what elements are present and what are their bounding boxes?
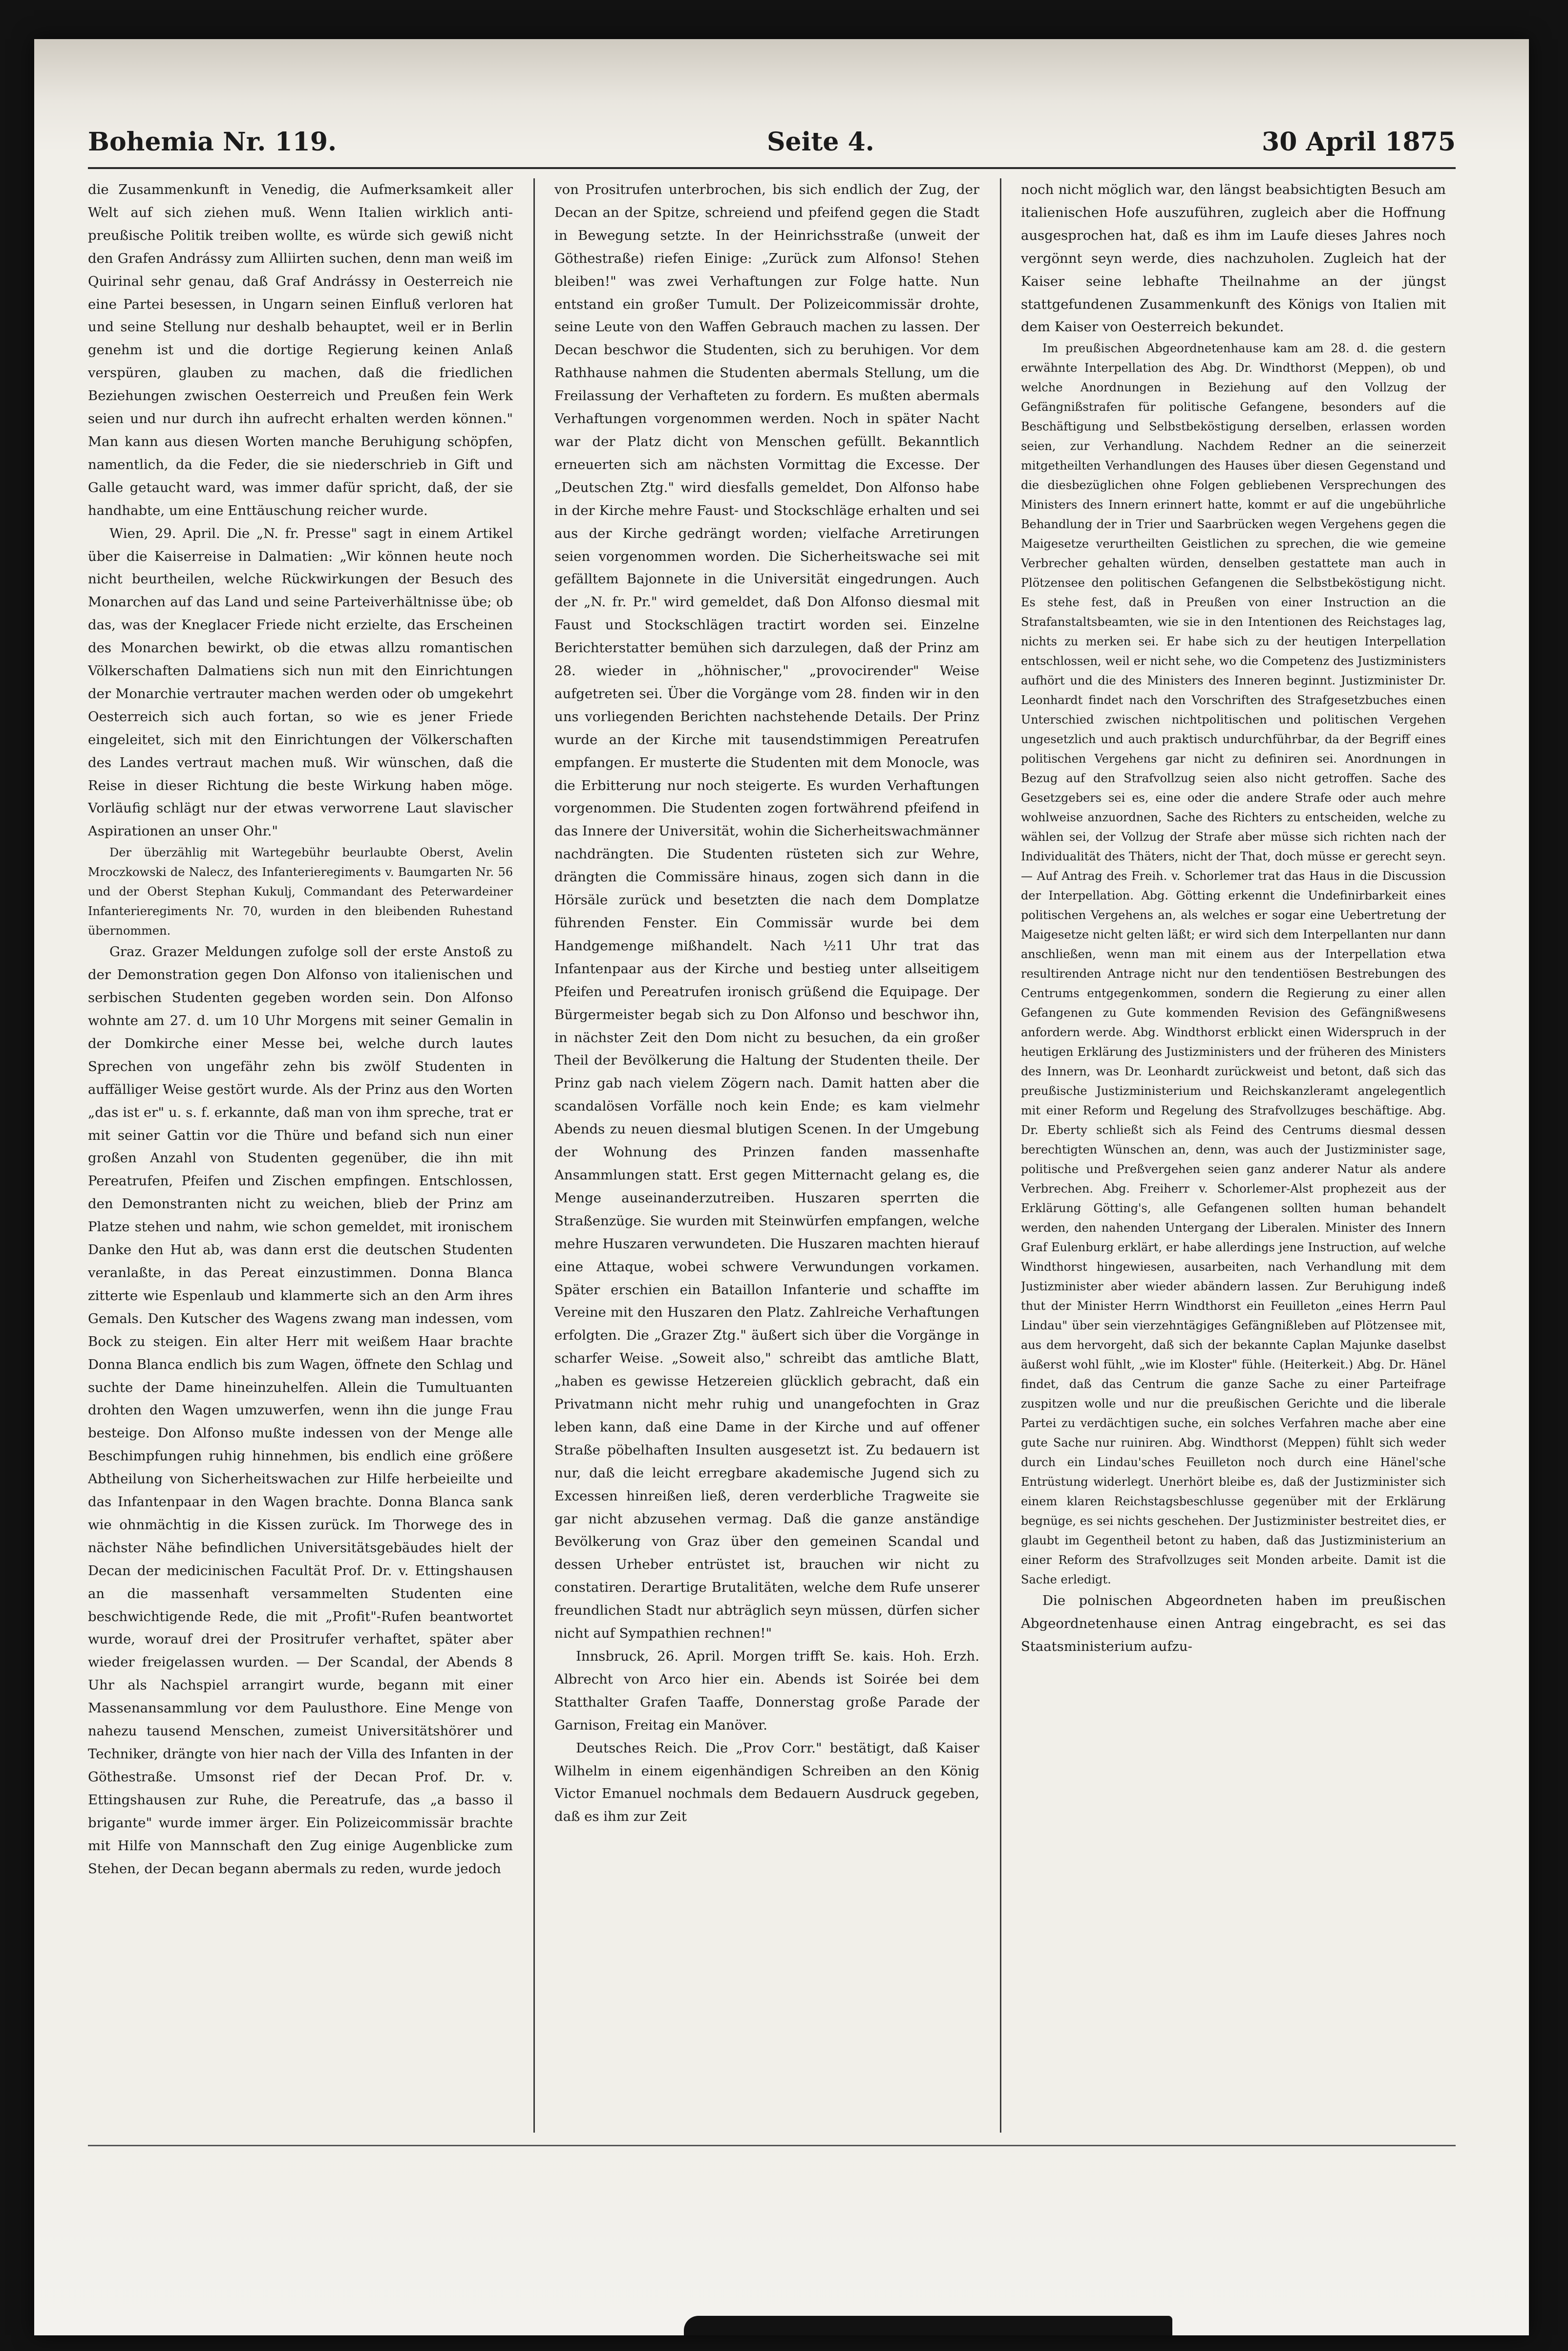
article-text-graz-cont: von Prositrufen unterbrochen, bis sich endlich der Zug, der Decan an der Spitze, schreiend und pfeifend gegen die Stadt in Bewegung setzte. In der Heinrichsstraße (unweit der Göthestraße) riefen Einige: „Zurück zum Alfonso! Stehen bleiben!" was zwei Verhaftungen zur Folge hatte. Nun entstand ein großer Tumult. Der Polizeicommissär drohte, seine Leute von den Waffen Gebrauch machen zu lassen. Der Decan beschwor die Studenten, sich zu beruhigen. Vor dem Rathhause nahmen die Studenten abermals Stellung, um die Freilassung der Verhafteten zu fordern. Es mußten abermals Verhaftungen vorgenommen werden. Noch in später Nacht war der Platz dicht von Menschen gefüllt. Bekanntlich erneuerten sich am nächsten Vormittag die Excesse. Der „Deutschen Ztg." wird diesfalls gemeldet, Don Alfonso habe in der Kirche mehre Faust- und Stockschläge erhalten und sei aus der Kirche gedrängt worden; vielfache Arretirungen seien vorgenommen worden. Die Sicherheitswache sei mit gefälltem Bajonnete in die Universität eingedrungen. Auch der „N. fr. Pr." wird gemeldet, daß Don Alfonso diesmal mit Faust und Stockschlägen tractirt worden sei. Einzelne Berichterstatter bemühen sich darzulegen, daß der Prinz am 28. wieder in „höhnischer," „provocirender" Weise aufgetreten sei. Über die Vorgänge vom 28. finden wir in den uns vorliegenden Berichten nachstehende Details. Der Prinz wurde an der Kirche mit tausendstimmigen Pereatrufen empfangen. Er musterte die Studenten mit dem Monocle, was die Erbitterung nur noch steigerte. Es wurden Verhaftungen vorgenommen. Die Studenten zogen fortwährend pfeifend in das Innere der Universität, wohin die Sicherheitswachmänner nachdrängten. Die Studenten rüsteten sich zur Wehre, drängten die Commissäre hinaus, zogen sich dann in die Hörsäle zurück und besetzten die nach dem Domplatze führenden Fenster. Ein Commissär wurde bei dem Handgemenge mißhandelt. Nach ½11 Uhr trat das Infantenpaar aus der Kirche und bestieg unter allseitigem Pfeifen und Pereatrufen ironisch grüßend die Equipage. Der Bürgermeister begab sich zu Don Alfonso und beschwor ihn, in nächster Zeit den Dom nicht zu besuchen, da ein großer Theil der Bevölkerung die Haltung der Studenten theile. Der Prinz gab nach vielem Zögern nach. Damit hatten aber die scandalösen Vorfälle noch kein Ende; es kam vielmehr Abends zu neuen diesmal blutigen Scenen. In der Umgebung der Wohnung des Prinzen fanden massenhafte Ansammlungen statt. Erst gegen Mitternacht gelang es, die Menge auseinanderzutreiben. Huszaren sperrten die Straßenzüge. Sie wurden mit Steinwürfen empfangen, welche mehre Huszaren verwundeten. Die Huszaren machten hierauf eine Attaque, wobei schwere Verwundungen vorkamen. Später erschien ein Bataillon Infanterie und schaffte im Vereine mit den Huszaren den Platz. Zahlreiche Verhaftungen erfolgten. Die „Grazer Ztg." äußert sich über die Vorgänge in scharfer Weise. „Soweit also," schreibt das amtliche Blatt, „haben es gewisse Hetzereien glücklich gebracht, daß ein Privatmann nicht mehr ruhig und unangefochten in Graz leben kann, daß eine Dame in der Kirche und auf offener Straße pöbelhaften Insulten ausgesetzt ist. Zu bedauern ist nur, daß die leicht erregbare akademische Jugend sich zu Excessen hinreißen ließ, deren verderbliche Tragweite sie gar nicht abzusehen vermag. Daß die ganze anständige Bevölkerung von Graz über den gemeinen Scandal und dessen Urheber entrüstet ist, brauchen wir nicht zu constatiren. Derartige Brutalitäten, welche dem Rufe unserer freundlichen Stadt nur abträglich seyn müssen, dürfen sicher nicht auf Sympathien rechnen!": [554, 182, 979, 1642]
blank-lower-margin: [34, 2130, 1529, 2335]
article-text-polish-deputies: Die polnischen Abgeordneten haben im preußischen Abgeordnetenhause einen Antrag eingebracht, es sei das Staatsministerium aufzu-: [1021, 1593, 1446, 1655]
column-divider: [533, 178, 535, 2133]
article-text-reich-cont: noch nicht möglich war, den längst beabsichtigten Besuch am italienischen Hofe auszuführen, zugleich aber die Hoffnung ausgesprochen hat, daß es ihm im Laufe dieses Jahres noch vergönnt seyn werde, dies nachzuholen. Zugleich hat der Kaiser seine lebhafte Theilnahme an der jüngst stattgefundenen Zusammenkunft des Königs von Italien mit dem Kaiser von Oesterreich bekundet.: [1021, 182, 1446, 335]
article-text-deutsches-reich: Deutsches Reich. Die „Prov Corr." bestätigt, daß Kaiser Wilhelm in einem eigenhändigen Schreiben an den König Victor Emanuel nochmals dem Bedauern Ausdruck gegeben, daß es ihm zur Zeit: [554, 1740, 979, 1825]
bottom-rule: [88, 2145, 1456, 2146]
article-text-abgeordnetenhaus: Im preußischen Abgeordnetenhause kam am 28. d. die gestern erwähnte Interpellation des Abg. Dr. Windthorst (Meppen), ob und welche Anordnungen in Beziehung auf den Vollzug der Gefängnißstrafen für politische Gefangene, besonders auf die Beschäftigung und Selbstbeköstigung derselben, erlassen worden seien, zur Verhandlung. Nachdem Redner an die seinerzeit mitgetheilten Verhandlungen des Hauses über diesen Gegenstand und die diesbezüglichen ohne Folgen gebliebenen Versprechungen des Ministers des Innern erinnert hatte, kommt er auf die ungebührliche Behandlung der in Trier und Saarbrücken wegen Vergehens gegen die Maigesetze verurtheilten Geistlichen zu sprechen, die wie gemeine Verbrecher gehalten würden, denselben gestattete man auch in Plötzensee den politischen Gefangenen die Selbstbeköstigung nicht. Es stehe fest, daß in Preußen von einer Instruction an die Strafanstaltsbeamten, wie sie in den Intentionen des Reichstages lag, nichts zu merken sei. Er habe sich zu der heutigen Interpellation entschlossen, weil er nicht sehe, wo die Competenz des Justizministers aufhört und die des Ministers des Inneren beginnt. Justizminister Dr. Leonhardt findet nach den Vorschriften des Strafgesetzbuches einen Unterschied zwischen nichtpolitischen und politischen Vergehen ungesetzlich und auch praktisch undurchführbar, da der Begriff eines politischen Vergehens gar nicht zu definiren sei. Anordnungen in Bezug auf den Strafvollzug seien also nicht getroffen. Sache des Gesetzgebers sei es, eine oder die andere Strafe oder auch mehre wohlweise anzuordnen, Sache des Richters zu entscheiden, welche zu wählen sei, der Vollzug der Strafe aber müsse sich richten nach der Individualität des Thäters, nicht der That, doch müsse er gerecht seyn. — Auf Antrag des Freih. v. Schorlemer trat das Haus in die Discussion der Interpellation. Abg. Götting erkennt die Undefinirbarkeit eines politischen Vergehens an, als welches er sogar eine Uebertretung der Maigesetze nicht gelten läßt; er wird sich dem Interpellanten nur dann anschließen, wenn man mit einem aus der Interpellation etwa resultirenden Antrage nicht nur den tendentiösen Bestrebungen des Centrums entgegenkommen, sondern die Regierung zu einer allen Gefangenen zu Gute kommenden Revision des Gefängnißwesens anfordern werde. Abg. Windthorst erblickt einen Widerspruch in der heutigen Erklärung des Justizministers und der früheren des Ministers des Innern, was Dr. Leonhardt zurückweist und betont, daß sich das preußische Justizministerium und Reichskanzleramt angelegentlich mit einer Reform und Regelung des Strafvollzuges beschäftige. Abg. Dr. Eberty schließt sich als Feind des Centrums diesmal dessen berechtigten Wünschen an, denn, was auch der Justizminister sage, politische und Preßvergehen seien ganz anderer Natur als andere Verbrechen. Abg. Freiherr v. Schorlemer-Alst prophezeit aus der Erklärung Götting's, alle Gefangenen sollten human behandelt werden, den nahenden Untergang der Liberalen. Minister des Innern Graf Eulenburg erklärt, er habe allerdings jene Instruction, auf welche Windthorst hingewiesen, ausarbeiten, nach Verhandlung mit dem Justizminister aber wieder abändern lassen. Zur Beruhigung indeß thut der Minister Herrn Windthorst ein Feuilleton „eines Herrn Paul Lindau" über sein vierzehntägiges Gefängnißleben auf Plötzensee mit, aus dem hervorgeht, daß sich der bekannte Caplan Majunke daselbst äußerst wohl fühlt, „wie im Kloster" fühle. (Heiterkeit.) Abg. Dr. Hänel findet, daß das Centrum die ganze Sache zu einer Parteifrage zuspitzen wolle und nur die preußischen Gerichte und die liberale Partei zu verdächtigen suche, ein solches Verfahren mache aber eine gute Sache nur ruiniren. Abg. Windthorst (Meppen) fühlt sich weder durch ein Lindau'sches Feuilleton noch durch eine Hänel'sche Entrüstung widerlegt. Unerhört bleibe es, daß der Justizminister sich einem klaren Reichstagsbeschlusse gegenüber mit der Erklärung begnüge, es sei nichts geschehen. Der Justizminister bestreitet dies, er glaubt im Gegentheil betont zu haben, daß das Justizministerium an einer Reform des Strafvollzuges seit Monden arbeite. Damit ist die Sache erledigt.: [1021, 342, 1446, 1587]
notice-retirement: Der überzählig mit Wartegebühr beurlaubte Oberst, Avelin Mroczkowski de Nalecz, des Infanterieregiments v. Baumgarten Nr. 56 und der Oberst Stephan Kukulj, Commandant des Peterwardeiner Infanterieregiments Nr. 70, wurden in den bleibenden Ruhestand übernommen.: [88, 846, 513, 938]
article-text-innsbruck: Innsbruck, 26. April. Morgen trifft Se. kais. Hoh. Erzh. Albrecht von Arco hier ein. Abends ist Soirée bei dem Statthalter Grafen Taaffe, Donnerstag große Parade der Garnison, Freitag ein Manöver.: [554, 1648, 979, 1733]
header-rule: [88, 167, 1456, 169]
article-text-graz: Graz. Grazer Meldungen zufolge soll der erste Anstoß zu der Demonstration gegen Don Alfonso von italienischen und serbischen Studenten gegeben worden sein. Don Alfonso wohnte am 27. d. um 10 Uhr Morgens mit seiner Gemalin in der Domkirche einer Messe bei, welche durch lautes Sprechen von ungefähr zehn bis zwölf Studenten in auffälliger Weise gestört wurde. Als der Prinz aus den Worten „das ist er" u. s. f. erkannte, daß man von ihm spreche, trat er mit seiner Gattin vor die Thüre und befand sich nun einer großen Anzahl von Studenten gegenüber, die ihn mit Pereatrufen, Pfeifen und Zischen empfingen. Entschlossen, den Demonstranten nicht zu weichen, blieb der Prinz am Platze stehen und nahm, wie schon gemeldet, mit ironischem Danke den Hut ab, was dann erst die deutschen Studenten veranlaßte, in das Pereat einzustimmen. Donna Blanca zitterte wie Espenlaub und klammerte sich an den Arm ihres Gemals. Den Kutscher des Wagens zwang man indessen, vom Bock zu steigen. Ein alter Herr mit weißem Haar brachte Donna Blanca endlich bis zum Wagen, öffnete den Schlag und suchte der Dame hineinzuhelfen. Allein die Tumultuanten drohten den Wagen umzuwerfen, wenn ihn die junge Frau besteige. Don Alfonso mußte indessen von der Menge alle Beschimpfungen ruhig hinnehmen, bis endlich eine größere Abtheilung von Sicherheitswachen zur Hilfe herbeieilte und das Infantenpaar in den Wagen brachte. Donna Blanca sank wie ohnmächtig in die Kissen zurück. Im Thorwege des in nächster Nähe befindlichen Universitätsgebäudes hielt der Decan der medicinischen Facultät Prof. Dr. v. Ettingshausen an die massenhaft versammelten Studenten eine beschwichtigende Rede, die mit „Profit"-Rufen beantwortet wurde, worauf drei der Prositrufer verhaftet, später aber wieder freigelassen wurden. — Der Scandal, der Abends 8 Uhr als Nachspiel arrangirt wurde, begann mit einer Massenansammlung vor dem Paulusthore. Eine Menge von nahezu tausend Menschen, zumeist Universitätshörer und Techniker, drängte von hier nach der Villa des Infanten in der Göthestraße. Umsonst rief der Decan Prof. Dr. v. Ettingshausen zur Ruhe, die Pereatrufe, das „a basso il brigante" wurde immer ärger. Ein Polizeicommissär brachte mit Hilfe von Mannschaft den Zug einige Augenblicke zum Stehen, der Decan begann abermals zu reden, wurde jedoch: [88, 944, 513, 1877]
issue-date: 30 April 1875: [1262, 127, 1456, 157]
article-text-venice: die Zusammenkunft in Venedig, die Aufmerksamkeit aller Welt auf sich ziehen muß. Wenn Italien wirklich anti-preußische Politik treiben wollte, es würde sich gewiß nicht den Grafen Andrássy zum Alliirten suchen, denn man weiß im Quirinal sehr genau, daß Graf Andrássy in Oesterreich nie eine Partei besessen, in Ungarn seinen Einfluß verloren hat und seine Stellung nur deshalb behauptet, weil er in Berlin genehm ist und die dortige Regierung keinen Anlaß verspüren, glauben zu machen, daß die friedlichen Beziehungen zwischen Oesterreich und Preußen fein Werk seien und nur durch ihn aufrecht erhalten werden können." Man kann aus diesen Worten manche Beruhigung schöpfen, namentlich, da die Feder, die sie niederschrieb in Gift und Galle getaucht ward, was immer dafür spricht, daß, der sie handhabte, um eine Enttäuschung reicher wurde.: [88, 182, 513, 518]
column-3: [1021, 178, 1446, 2137]
page-number: Seite 4.: [767, 127, 874, 157]
column-1: [88, 178, 513, 2137]
torn-edge: [684, 2316, 1172, 2335]
newspaper-page: [34, 39, 1529, 2335]
column-2: [554, 178, 979, 2137]
page-header: [88, 117, 1456, 161]
column-divider: [1000, 178, 1001, 2133]
article-text-wien: Wien, 29. April. Die „N. fr. Presse" sagt in einem Artikel über die Kaiserreise in Dalmatien: „Wir können heute noch nicht beurtheilen, welche Rückwirkungen der Besuch des Monarchen auf das Land und seine Parteiverhältnisse übe; ob das, was der Kneglacer Friede nicht erzielte, das Erscheinen des Monarchen bewirkt, ob die etwas allzu romantischen Völkerschaften Dalmatiens sich nun mit den Einrichtungen der Monarchie vertrauter machen werden oder ob umgekehrt Oesterreich sich auch fortan, so wie es jener Friede eingeleitet, sich mit den Einrichtungen der Völkerschaften des Landes vertraut machen muß. Wir wünschen, daß die Reise in dieser Richtung die beste Wirkung haben möge. Vorläufig schlägt nur der etwas verworrene Laut slavischer Aspirationen an unser Ohr.": [88, 525, 513, 839]
masthead-issue: Bohemia Nr. 119.: [88, 127, 337, 157]
